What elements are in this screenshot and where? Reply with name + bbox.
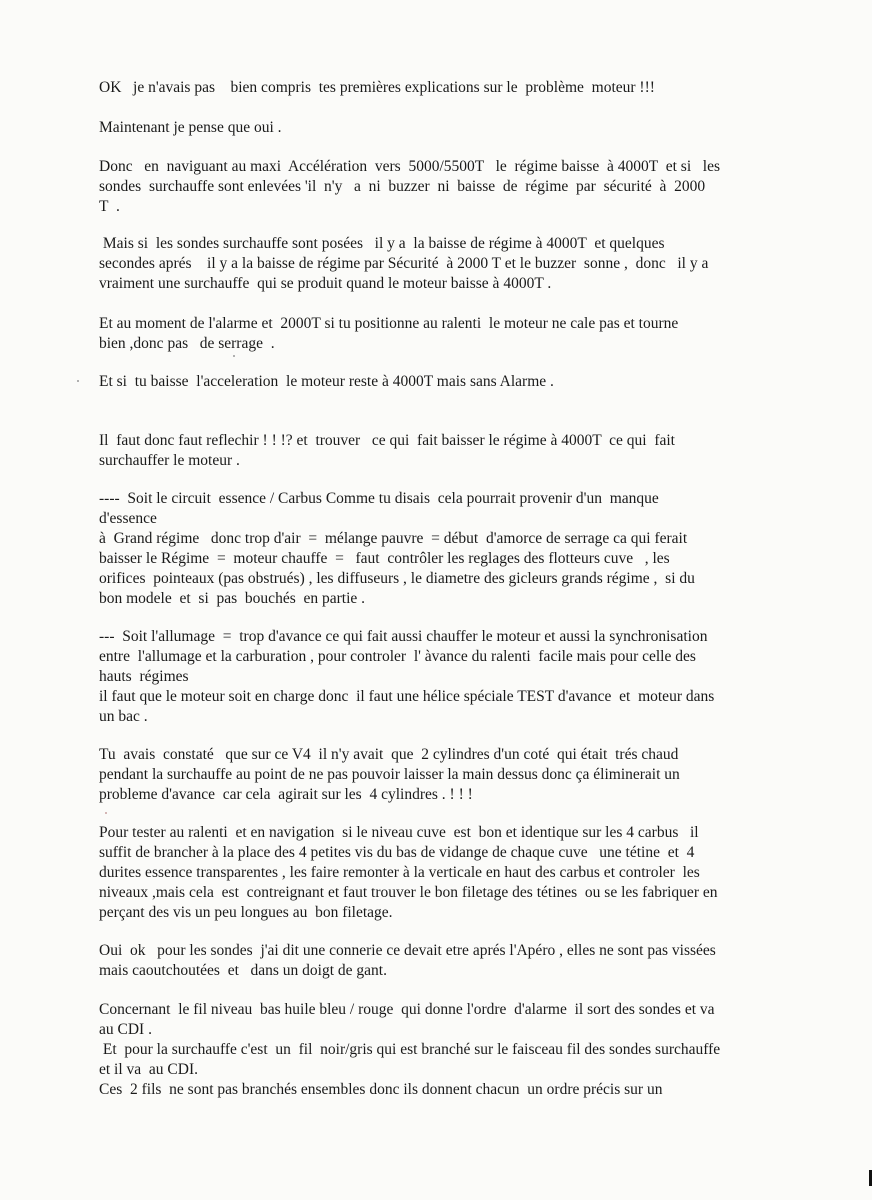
paragraph-4 (99, 234, 799, 294)
paragraph-6 (99, 372, 799, 392)
paragraph-11 (99, 823, 799, 923)
paragraph-9 (99, 627, 799, 727)
paragraph-7 (99, 431, 799, 471)
text-line: hauts régimes (99, 668, 189, 685)
text-line: orifices pointeaux (pas obstrués) , les diffuseurs , le diametre des gicleurs grands régime , si du (99, 570, 695, 587)
paragraph-13 (99, 1000, 799, 1100)
paragraph-8 (99, 489, 799, 609)
text-line: Mais si les sondes surchauffe sont posées il y a la baisse de régime à 4000T et quelques (99, 235, 665, 252)
text-line: baisser le Régime = moteur chauffe = faut contrôler les reglages des flotteurs cuve , les (99, 550, 670, 567)
paragraph-3 (99, 157, 799, 217)
text-line: Oui ok pour les sondes j'ai dit une connerie ce devait etre aprés l'Apéro , elles ne sont pas vissées (99, 942, 716, 959)
text-line: d'essence (99, 510, 157, 527)
text-line: pendant la surchauffe au point de ne pas pouvoir laisser la main dessus donc ça éliminerait un (99, 766, 680, 783)
text-line: --- Soit l'allumage = trop d'avance ce qui fait aussi chauffer le moteur et aussi la synchronisation (99, 628, 708, 645)
text-line: probleme d'avance car cela agirait sur les 4 cylindres . ! ! ! (99, 786, 473, 803)
paragraph-2 (99, 118, 799, 138)
paragraph-1 (99, 78, 799, 98)
text-line: Et au moment de l'alarme et 2000T si tu positionne au ralenti le moteur ne cale pas et tourne (99, 315, 679, 332)
text-line: suffit de brancher à la place des 4 petites vis du bas de vidange de chaque cuve une tétine et 4 (99, 844, 695, 861)
text-line: Et pour la surchauffe c'est un fil noir/gris qui est branché sur le faisceau fil des sondes surchauffe (99, 1041, 721, 1058)
text-line: bon modele et si pas bouchés en partie . (99, 590, 366, 607)
text-line: mais caoutchoutées et dans un doigt de gant. (99, 962, 387, 979)
text-line: surchauffer le moteur . (99, 452, 240, 469)
text-line: niveaux ,mais cela est contreignant et faut trouver le bon filetage des tétines ou se les fabriquer en (99, 884, 718, 901)
text-line: secondes aprés il y a la baisse de régime par Sécurité à 2000 T et le buzzer sonne , donc il y a (99, 255, 709, 272)
paragraph-5 (99, 314, 799, 354)
text-line: Tu avais constaté que sur ce V4 il n'y avait que 2 cylindres d'un coté qui était trés chaud (99, 746, 679, 763)
scan-speck (105, 812, 107, 814)
text-line: ---- Soit le circuit essence / Carbus Comme tu disais cela pourrait provenir d'un manque (99, 490, 659, 507)
scan-speck (77, 380, 79, 382)
text-line: Donc en naviguant au maxi Accélération vers 5000/5500T le régime baisse à 4000T et si les (99, 158, 720, 175)
text-line: Pour tester au ralenti et en navigation si le niveau cuve est bon et identique sur les 4 carbus il (99, 824, 699, 841)
text-line: sondes surchauffe sont enlevées 'il n'y a ni buzzer ni baisse de régime par sécurité à 2000 (99, 178, 706, 195)
text-line: durites essence transparentes , les faire remonter à la verticale en haut des carbus et controler les (99, 864, 700, 881)
text-line: Concernant le fil niveau bas huile bleu / rouge qui donne l'ordre d'alarme il sort des sondes et va (99, 1001, 715, 1018)
text-line: à Grand régime donc trop d'air = mélange pauvre = début d'amorce de serrage ca qui ferait (99, 530, 688, 547)
text-line: Il faut donc faut reflechir ! ! !? et trouver ce qui fait baisser le régime à 4000T ce qui fait (99, 432, 675, 449)
paragraph-10 (99, 745, 799, 805)
text-line: il faut que le moteur soit en charge donc il faut une hélice spéciale TEST d'avance et moteur dans (99, 688, 715, 705)
scan-speck (233, 355, 235, 357)
paragraph-12 (99, 941, 799, 981)
text-line: T . (99, 198, 120, 215)
text-line: OK je n'avais pas bien compris tes premières explications sur le problème moteur !!! (99, 79, 655, 96)
text-line: Ces 2 fils ne sont pas branchés ensembles donc ils donnent chacun un ordre précis sur un (99, 1081, 663, 1098)
text-line: au CDI . (99, 1021, 152, 1038)
text-line: Et si tu baisse l'acceleration le moteur reste à 4000T mais sans Alarme . (99, 373, 554, 390)
text-line: perçant des vis un peu longues au bon filetage. (99, 904, 393, 921)
text-line: bien ,donc pas de serrage . (99, 335, 275, 352)
text-line: Maintenant je pense que oui . (99, 119, 282, 136)
text-line: un bac . (99, 708, 148, 725)
text-line: et il va au CDI. (99, 1061, 199, 1078)
text-line: vraiment une surchauffe qui se produit quand le moteur baisse à 4000T . (99, 275, 552, 292)
text-line: entre l'allumage et la carburation , pour controler l' àvance du ralenti facile mais pour celle des (99, 648, 696, 665)
